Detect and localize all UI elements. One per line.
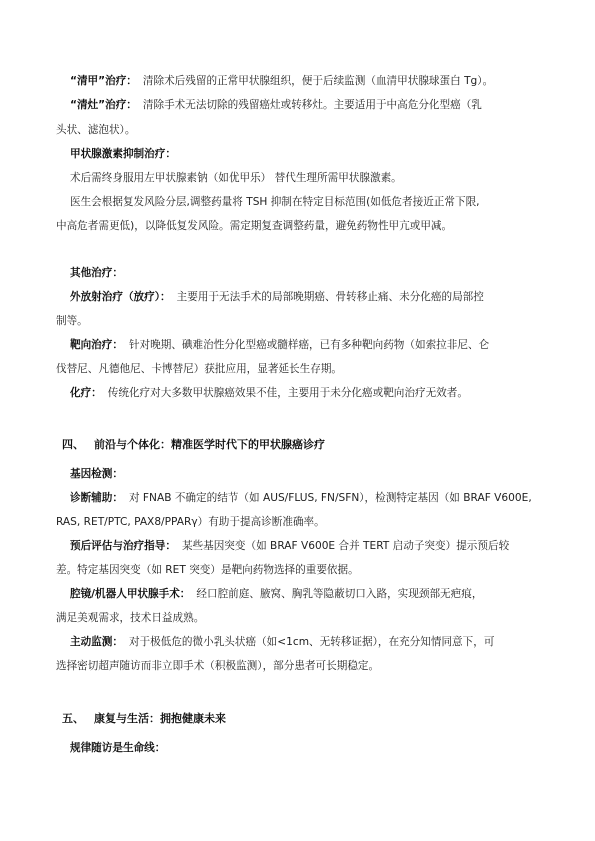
endo-label: 腔镜/机器人甲状腺手术： xyxy=(70,588,191,600)
diag-line2: RAS, RET/PTC, PAX8/PPARγ）有助于提高诊断准确率。 xyxy=(56,516,325,528)
diag-text1: 对 FNAB 不确定的结节（如 AUS/FLUS, FN/SFN），检测特定基因（如 BRAF V600E, xyxy=(128,492,532,504)
prog-label: 预后评估与治疗指导： xyxy=(70,540,176,552)
active-text1: 对于极低危的微小乳头状癌（如<1cm、无转移证据），在充分知情同意下，可 xyxy=(128,636,495,648)
section-4-number: 四、 xyxy=(62,438,84,451)
active-line2: 选择密切超声随访而非立即手术（积极监测），部分患者可长期稳定。 xyxy=(56,660,380,672)
endo-text1: 经口腔前庭、腋窝、胸乳等隐蔽切口入路，实现颈部无疤痕， xyxy=(196,588,483,600)
target-text1: 针对晚期、碘难治性分化型癌或髓样癌，已有多种靶向药物（如索拉非尼、仑 xyxy=(128,339,490,351)
ext-line2: 制等。 xyxy=(56,315,88,327)
gene-heading: 基因检测： xyxy=(70,468,123,480)
p3-heading: 甲状腺激素抑制治疗： xyxy=(70,148,176,160)
followup-heading: 规律随访是生命线： xyxy=(70,742,166,754)
section-5-number: 五、 xyxy=(62,712,84,725)
target-line2: 伐替尼、凡德他尼、卡博替尼）获批应用，显著延长生存期。 xyxy=(56,363,343,375)
target-line1 xyxy=(70,338,595,352)
prog-line1 xyxy=(70,539,595,553)
other-heading: 其他治疗： xyxy=(70,267,123,279)
p1-text: 清除术后残留的正常甲状腺组织，便于后续监测（血清甲状腺球蛋白 Tg）。 xyxy=(142,75,494,87)
ext-line1 xyxy=(70,290,595,304)
chemo-line xyxy=(70,386,595,400)
ext-text1: 主要用于无法手术的局部晚期癌、骨转移止痛、未分化癌的局部控 xyxy=(176,291,484,303)
endo-line1 xyxy=(70,587,595,601)
chemo-label: 化疗： xyxy=(70,387,102,399)
section-4-title: 前沿与个体化：精准医学时代下的甲状腺癌诊疗 xyxy=(94,438,325,451)
endo-line2: 满足美观需求，技术日益成熟。 xyxy=(56,612,205,624)
p2-label: “清灶”治疗： xyxy=(70,99,137,111)
p3-line2: 医生会根据复发风险分层,调整药量将 TSH 抑制在特定目标范围(如低危者接近正常下限, xyxy=(70,196,480,208)
p1-label: “清甲”治疗： xyxy=(70,75,137,87)
p2-text1: 清除手术无法切除的残留癌灶或转移灶。主要适用于中高危分化型癌（乳 xyxy=(142,99,482,111)
p2-line2: 头状、滤泡状）。 xyxy=(56,124,136,136)
chemo-text: 传统化疗对大多数甲状腺癌效果不佳，主要用于未分化癌或靶向治疗无效者。 xyxy=(107,387,468,399)
p3-line1: 术后需终身服用左甲状腺素钠（如优甲乐） 替代生理所需甲状腺激素。 xyxy=(70,172,402,184)
section-5-heading xyxy=(62,712,595,726)
active-label: 主动监测： xyxy=(70,636,123,648)
active-line1 xyxy=(70,635,595,649)
target-label: 靶向治疗： xyxy=(70,339,123,351)
ext-label: 外放射治疗（放疗）： xyxy=(70,291,171,303)
p1-line xyxy=(70,74,595,88)
p3-line3: 中高危者需更低)，以降低复发风险。需定期复查调整药量，避免药物性甲亢或甲减。 xyxy=(56,220,453,232)
diag-line1 xyxy=(70,491,595,505)
section-5-title: 康复与生活：拥抱健康未来 xyxy=(94,712,226,725)
prog-text1: 某些基因突变（如 BRAF V600E 合并 TERT 启动子突变）提示预后较 xyxy=(181,540,510,552)
section-4-heading xyxy=(62,438,595,452)
p2-line1 xyxy=(70,98,595,112)
diag-label: 诊断辅助： xyxy=(70,492,123,504)
prog-line2: 差。特定基因突变（如 RET 突变）是靶向药物选择的重要依据。 xyxy=(56,564,359,576)
